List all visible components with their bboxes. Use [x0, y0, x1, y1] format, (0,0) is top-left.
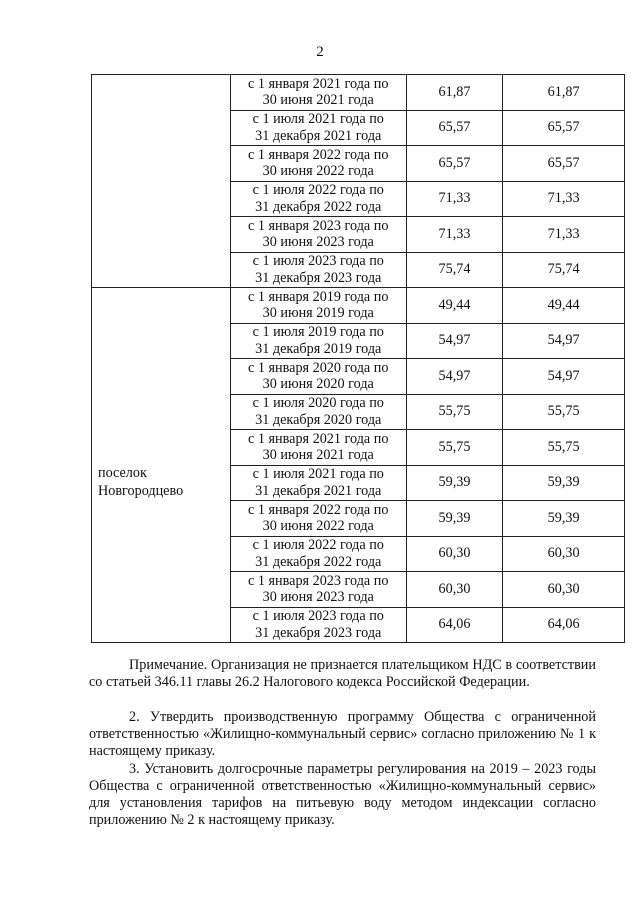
tariff-table-body	[92, 75, 625, 643]
tariff-value-2: 65,57	[503, 110, 625, 146]
period-cell	[230, 217, 406, 253]
period-cell	[230, 430, 406, 466]
period-line2: 31 декабря 2019 года	[255, 340, 382, 357]
period-line2: 31 декабря 2023 года	[255, 269, 382, 286]
period-cell	[230, 465, 406, 501]
period-line2: 30 июня 2022 года	[262, 518, 374, 535]
tariff-table	[91, 74, 625, 643]
item-3-paragraph: 3. Установить долгосрочные параметры регулирования на 2019 – 2023 годы Общества с ограниченной ответственностью «Жилищно-коммунальный сервис» для установления тарифов на питьевую воду методом индексации согласно приложению № 2 к настоящему приказу.	[89, 761, 596, 828]
period-line2: 30 июня 2021 года	[262, 447, 374, 464]
period-line2: 31 декабря 2023 года	[255, 624, 382, 641]
period-line2: 30 июня 2020 года	[262, 376, 374, 393]
tariff-value-2: 59,39	[503, 465, 625, 501]
period-line1: с 1 января 2021 года по	[248, 75, 389, 92]
tariff-value-2: 54,97	[503, 359, 625, 395]
tariff-value-1: 65,57	[406, 110, 503, 146]
tariff-value-1: 61,87	[406, 75, 503, 111]
tariff-value-2: 55,75	[503, 430, 625, 466]
place-cell	[92, 75, 231, 288]
period-line1: с 1 июля 2021 года по	[252, 466, 384, 483]
period-cell	[230, 536, 406, 572]
tariff-value-2: 61,87	[503, 75, 625, 111]
note-paragraph: Примечание. Организация не признается плательщиком НДС в соответствии со статьей 346.11 главы 26.2 Налогового кодекса Российской Федерации.	[89, 657, 596, 690]
tariff-value-1: 75,74	[406, 252, 503, 288]
tariff-value-2: 54,97	[503, 323, 625, 359]
period-cell	[230, 359, 406, 395]
period-cell	[230, 288, 406, 324]
period-line2: 30 июня 2022 года	[262, 163, 374, 180]
period-line1: с 1 июля 2020 года по	[252, 395, 384, 412]
tariff-value-2: 71,33	[503, 181, 625, 217]
tariff-value-2: 49,44	[503, 288, 625, 324]
period-line2: 30 июня 2021 года	[262, 92, 374, 109]
tariff-value-2: 55,75	[503, 394, 625, 430]
period-line1: с 1 июля 2021 года по	[252, 111, 384, 128]
period-line2: 30 июня 2023 года	[262, 234, 374, 251]
period-line1: с 1 января 2021 года по	[248, 430, 389, 447]
tariff-value-1: 54,97	[406, 359, 503, 395]
period-line1: с 1 января 2019 года по	[248, 288, 389, 305]
period-line2: 31 декабря 2022 года	[255, 198, 382, 215]
period-line1: с 1 января 2023 года по	[248, 572, 389, 589]
item-2-paragraph: 2. Утвердить производственную программу Общества с ограниченной ответственностью «Жилищно-коммунальный сервис» согласно приложению № 1 к настоящему приказу.	[89, 709, 596, 759]
period-cell	[230, 252, 406, 288]
period-line1: с 1 июля 2022 года по	[252, 537, 384, 554]
tariff-value-2: 60,30	[503, 572, 625, 608]
tariff-value-2: 75,74	[503, 252, 625, 288]
period-line2: 30 июня 2023 года	[262, 589, 374, 606]
tariff-value-1: 55,75	[406, 394, 503, 430]
table-row	[92, 288, 625, 324]
tariff-value-1: 59,39	[406, 501, 503, 537]
place-cell	[92, 288, 231, 643]
period-line1: с 1 января 2020 года по	[248, 359, 389, 376]
tariff-value-2: 60,30	[503, 536, 625, 572]
period-line1: с 1 июля 2022 года по	[252, 182, 384, 199]
tariff-value-1: 71,33	[406, 181, 503, 217]
period-cell	[230, 146, 406, 182]
tariff-value-1: 64,06	[406, 607, 503, 643]
tariff-value-2: 64,06	[503, 607, 625, 643]
period-cell	[230, 75, 406, 111]
page-number: 2	[316, 44, 324, 60]
period-line1: с 1 июля 2023 года по	[252, 253, 384, 270]
period-line1: с 1 января 2022 года по	[248, 501, 389, 518]
period-cell	[230, 394, 406, 430]
place-label-line1: поселок	[98, 465, 147, 481]
period-line2: 31 декабря 2022 года	[255, 553, 382, 570]
tariff-value-2: 59,39	[503, 501, 625, 537]
tariff-value-2: 65,57	[503, 146, 625, 182]
period-cell	[230, 110, 406, 146]
tariff-value-1: 65,57	[406, 146, 503, 182]
tariff-value-1: 54,97	[406, 323, 503, 359]
tariff-value-1: 49,44	[406, 288, 503, 324]
period-cell	[230, 323, 406, 359]
tariff-value-1: 60,30	[406, 536, 503, 572]
tariff-value-1: 60,30	[406, 572, 503, 608]
tariff-value-1: 55,75	[406, 430, 503, 466]
period-line1: с 1 июля 2019 года по	[252, 324, 384, 341]
period-cell	[230, 501, 406, 537]
period-line2: 31 декабря 2020 года	[255, 411, 382, 428]
period-line2: 31 декабря 2021 года	[255, 127, 382, 144]
place-label-line2: Новгородцево	[98, 483, 184, 499]
period-cell	[230, 181, 406, 217]
period-line1: с 1 января 2022 года по	[248, 146, 389, 163]
period-line1: с 1 июля 2023 года по	[252, 608, 384, 625]
tariff-value-2: 71,33	[503, 217, 625, 253]
period-cell	[230, 607, 406, 643]
tariff-value-1: 71,33	[406, 217, 503, 253]
period-cell	[230, 572, 406, 608]
period-line1: с 1 января 2023 года по	[248, 217, 389, 234]
place-label	[92, 288, 230, 500]
table-row	[92, 75, 625, 111]
period-line2: 31 декабря 2021 года	[255, 482, 382, 499]
period-line2: 30 июня 2019 года	[262, 305, 374, 322]
tariff-value-1: 59,39	[406, 465, 503, 501]
